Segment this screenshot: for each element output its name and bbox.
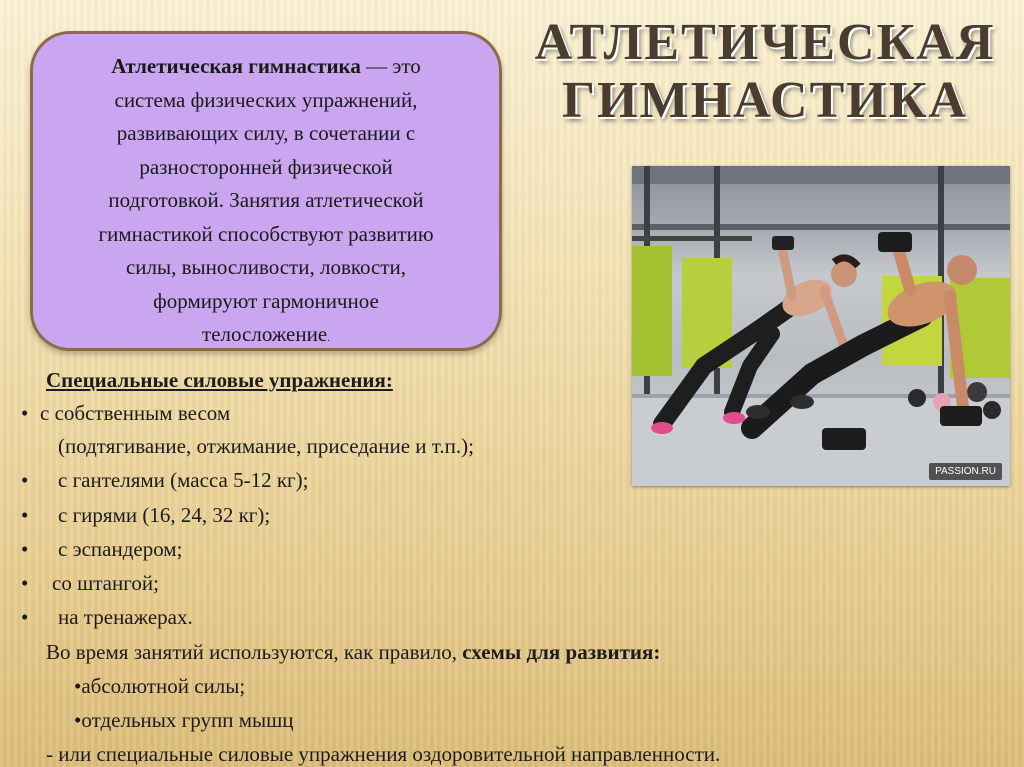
exercises-heading: Специальные силовые упражнения: xyxy=(46,368,393,392)
bullet-marker: • xyxy=(21,468,29,492)
exercise-item: с гирями (16, 24, 32 кг); xyxy=(58,503,271,527)
slide-title xyxy=(520,14,1010,130)
final-note: - или специальные силовые упражнения оздоровительной направленности. xyxy=(46,742,721,766)
exercise-item-detail: (подтягивание, отжимание, приседание и т.п.); xyxy=(58,434,474,458)
scheme-item: •абсолютной силы; xyxy=(74,674,246,698)
definition-line-4: разносторонней физической xyxy=(139,154,393,179)
exercise-item: со штангой; xyxy=(52,571,159,595)
schemes-intro-bold: схемы для развития: xyxy=(462,640,661,664)
schemes-intro xyxy=(46,639,660,665)
photo-watermark: PASSION.RU xyxy=(929,463,1002,480)
bullet-marker: • xyxy=(21,503,29,527)
bullet-marker: • xyxy=(21,571,29,595)
slide-title-line-2: ГИМНАСТИКА xyxy=(562,72,968,129)
workout-photo-illustration xyxy=(632,166,1010,486)
bullet-marker: • xyxy=(21,401,29,425)
definition-line-5: подготовкой. Занятия атлетической xyxy=(108,188,424,212)
bullet-marker: • xyxy=(21,537,29,561)
definition-line-7: силы, выносливости, ловкости, xyxy=(125,255,407,279)
schemes-intro-text: Во время занятий используются, как правило, xyxy=(46,640,463,664)
definition-line-9 xyxy=(55,318,477,356)
scheme-item: •отдельных групп мышц xyxy=(74,708,294,732)
bullet-marker: • xyxy=(21,605,29,629)
exercise-item: с гантелями (масса 5-12 кг); xyxy=(58,468,309,492)
workout-photo xyxy=(632,166,1010,486)
exercise-item: на тренажерах. xyxy=(58,605,193,629)
exercise-item: с собственным весом xyxy=(40,401,231,425)
definition-last-word: телосложение xyxy=(202,322,328,346)
definition-line-6: гимнастикой способствуют развитию xyxy=(98,221,434,246)
definition-line-3: развивающих силу, в сочетании с xyxy=(116,121,416,145)
definition-line-1-rest: — это xyxy=(360,54,421,78)
definition-box xyxy=(30,31,502,351)
slide-title-line-1: АТЛЕТИЧЕСКАЯ xyxy=(534,14,996,71)
definition-line-2: система физических упражнений, xyxy=(114,87,418,112)
definition-term: Атлетическая гимнастика xyxy=(111,54,361,78)
exercise-item: с эспандером; xyxy=(58,537,183,561)
definition-period: . xyxy=(327,332,330,344)
definition-line-8: формируют гармоничное xyxy=(153,288,379,313)
definition-line-1 xyxy=(55,50,477,84)
